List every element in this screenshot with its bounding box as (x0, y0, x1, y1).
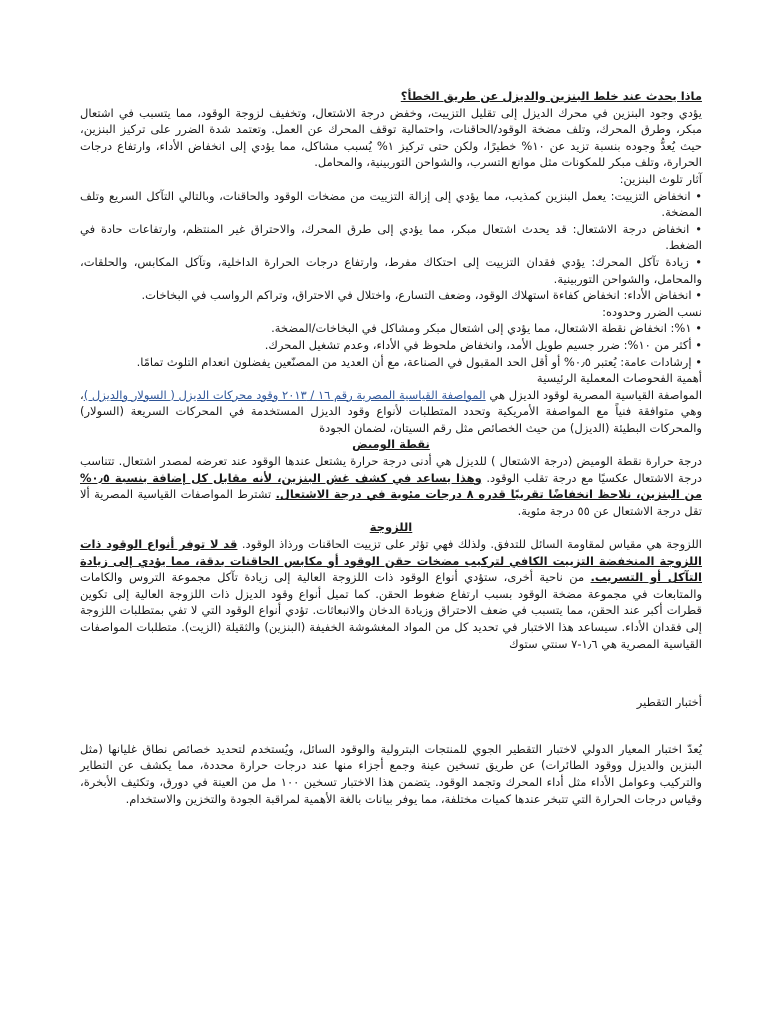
spacer (80, 652, 702, 694)
effects-title: آثار تلوث البنزين: (619, 171, 702, 186)
lab-tests-title: أهمية الفحوصات المعملية الرئيسية (536, 371, 702, 386)
viscosity-text-1: اللزوجة هي مقياس لمقاومة السائل للتدفق. ولذلك فهي تؤثر على تزييت الحاقنات ورذاذ الوقود. (241, 537, 703, 552)
lab-intro-text: المواصفة القياسية المصرية لوقود الديزل هي (489, 387, 703, 402)
flash-text-2: تشترط المواصفات القياسية المصرية ألا تقل درجة الاشتعال عن ٥٥ درجة مئوية. (80, 487, 702, 518)
section-title-flash-point: نقطة الوميض (352, 437, 430, 452)
viscosity-text-2: من ناحية أخرى، ستؤدي أنواع الوقود ذات اللزوجة العالية إلى زيادة تآكل مجموعة التروس والكامات والمتابعات في مجموعة مضخة الوقود بسبب ارتفاع ضغوط الحقن. كما تميل أنواع وقود الديزل ذات اللزوجة العالية إلى تكوين قطرات أكبر عند الحقن، مما يتسبب في ضعف الاحتراق وزيادة الدخان والانبعاثات. تؤدي أنواع الوقود التي لا تفي بمتطلبات اللزوجة إلى فقدان الأداء. سيساعد هذا الاختبار في تحديد كل من المواد المغشوشة الخفيفة (البنزين) والثقيلة (الزيت). متطلبات المواصفات القياسية المصرية هي ١٫٦-٧ سنتي ستوك (80, 570, 702, 651)
effects-item: • انخفاض الأداء: انخفاض كفاءة استهلاك الوقود، وضعف التسارع، واختلال في الاحتراق، وتراكم الرواسب في البخاخات. (80, 287, 702, 304)
distillation-paragraph: يُعدّ اختبار المعيار الدولي لاختبار التقطير الجوي للمنتجات البترولية والوقود السائل، ويُستخدم لتحديد خصائص نطاق غليانها (مثل البنزين والديزل ووقود الطائرات) عن طريق تسخين عينة وجمع أجزاء منها عند درجات حرارة محددة، مما يكشف عن التطاير والتركيب وعوامل الأداء مثل أداء المحرك وتجمد الوقود. يتضمن هذا الاختبار تسخين ١٠٠ مل من العينة في دورق، وتكثيف الأبخرة، وقياس درجات الحرارة التي تتبخر عندها كميات مختلفة، مما يوفر بيانات بالغة الأهمية لمراقبة الجودة والتخزين والاستخدام. (80, 741, 702, 806)
severity-item: • ١%: انخفاض نقطة الاشتعال، مما يؤدي إلى اشتعال مبكر ومشاكل في البخاخات/المضخة. (80, 320, 702, 337)
severity-item: • إرشادات عامة: يُعتبر ٠٫٥% أو أقل الحد المقبول في الصناعة، مع أن العديد من المصنّعين يفضلون انعدام التلوث تمامًا. (80, 354, 702, 371)
effects-item: • زيادة تآكل المحرك: يؤدي فقدان التزييت إلى احتكاك مفرط، وارتفاع درجات الحرارة الداخلية، وتآكل المكابس، والحلقات، والمحامل، والشواحن التوربينية. (80, 254, 702, 287)
flash-point-paragraph (80, 453, 702, 519)
document-page (80, 88, 702, 807)
viscosity-paragraph (80, 536, 702, 652)
flash-text-1: درجة حرارة نقطة الوميض (درجة الاشتعال ) للديزل هي أدنى درجة حرارة يشتعل عندها الوقود عند تعرضه لمصدر اشتعال. تتناسب درجة الاشتعال عكسيًا مع درجة تقلب الوقود. (80, 454, 703, 485)
effects-item: • انخفاض التزييت: يعمل البنزين كمذيب، مما يؤدي إلى إزالة التزييت من مضخات الوقود والحاقنات، وبالتالي التآكل السريع وتلف المضخة. (80, 188, 702, 221)
severity-item: • أكثر من ١٠%: ضرر جسيم طويل الأمد، وانخفاض ملحوظ في الأداء، وعدم تشغيل المحرك. (80, 337, 702, 354)
spacer (80, 711, 702, 741)
flash-highlight: وهذا يساعد في كشف غش البنزين، لأنه مقابل كل إضافة بنسبة ٠٫٥% من البنزين، نلاحظ انخفاضًا تقريبًا قدره ٨ درجات مئوية في درجة الاشتعال. (80, 470, 702, 502)
effects-item: • انخفاض درجة الاشتعال: قد يحدث اشتعال مبكر، مما يؤدي إلى طرق المحرك، والاحتراق غير المنتظم، وارتفاعات حادة في الضغط. (80, 221, 702, 254)
lab-rest-text: ، وهي متوافقة فنياً مع المواصفة الأمريكية وتحدد المتطلبات لأنواع وقود الديزل المستخدمة في المحركات السريعة (السولار) والمحركات البطيئة (الديزل) من حيث الخصائص مثل رقم السيتان، لضمان الجودة (80, 387, 702, 435)
lab-tests-paragraph (80, 387, 702, 437)
severity-title: نسب الضرر وحدوده: (602, 304, 702, 319)
mixing-paragraph: يؤدي وجود البنزين في محرك الديزل إلى تقليل التزييت، وخفض درجة الاشتعال، وتخفيف لزوجة الوقود، مما يتسبب في اشتعال مبكر، وطرق المحرك، وتلف مضخة الوقود/الحاقنات، واحتمالية توقف المحرك عن العمل. وتعتمد شدة الضرر على تركيز البنزين، حيث يُعدُّ وجوده بنسبة تزيد عن ١٠% خطيرًا، ولكن حتى تركيز ١% يُسبب مشاكل، مما يؤدي إلى انخفاض الأداء، وارتفاع درجات الحرارة، وتلف مبكر للمكونات مثل موانع التسرب، والشواحن التوربينية، والمحامل. (80, 105, 702, 170)
section-title-viscosity: اللزوجة (369, 520, 413, 535)
section-title-distillation: أختبار التقطير (636, 695, 702, 710)
standard-link[interactable]: المواصفة القياسية المصرية رقم ١٦ / ٢٠١٣ وقود محركات الديزل ( السولار والديزل ) (83, 387, 486, 402)
viscosity-highlight: قد لا توفر أنواع الوقود ذات اللزوجة المنخفضة التزييت الكافي لتركيب مضخات حقن الوقود أو مكابس الحاقنات بدقة، مما يؤدي إلى زيادة التآكل أو التسريب. (80, 537, 702, 585)
section-title-mixing: ماذا يحدث عند خلط البنزين والديزل عن طريق الخطأ؟ (400, 89, 702, 103)
